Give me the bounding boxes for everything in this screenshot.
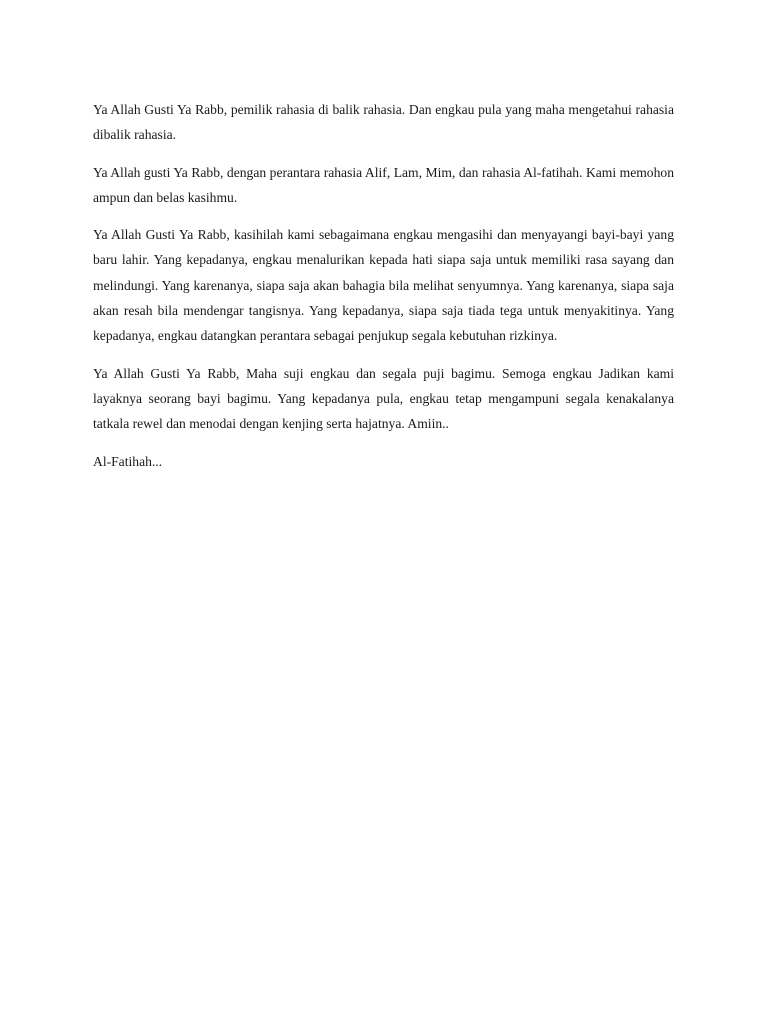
paragraph-3: Ya Allah Gusti Ya Rabb, kasihilah kami sebagaimana engkau mengasihi dan menyayangi bayi-bayi yang baru lahir. Yang kepadanya, engkau menalurikan kepada hati siapa saja untuk memiliki rasa sayang dan melindungi. Yang karenanya, siapa saja akan bahagia bila melihat senyumnya. Yang karenanya, siapa saja akan resah bila mendengar tangisnya. Yang kepadanya, siapa saja tiada tega untuk menyakitinya. Yang kepadanya, engkau datangkan perantara sebagai penjukup segala kebutuhan rizkinya. <box>93 227 674 344</box>
document-body <box>93 97 674 486</box>
paragraph-1: Ya Allah Gusti Ya Rabb, pemilik rahasia di balik rahasia. Dan engkau pula yang maha mengetahui rahasia dibalik rahasia. <box>93 102 674 143</box>
closing-line: Al-Fatihah... <box>93 453 163 469</box>
paragraph-2: Ya Allah gusti Ya Rabb, dengan perantara rahasia Alif, Lam, Mim, dan rahasia Al-fatihah. Kami memohon ampun dan belas kasihmu. <box>93 164 674 205</box>
paragraph-4: Ya Allah Gusti Ya Rabb, Maha suji engkau dan segala puji bagimu. Semoga engkau Jadikan kami layaknya seorang bayi bagimu. Yang kepadanya pula, engkau tetap mengampuni segala kenakalanya tatkala rewel dan menodai dengan kenjing serta hajatnya. Amiin.. <box>93 365 674 432</box>
